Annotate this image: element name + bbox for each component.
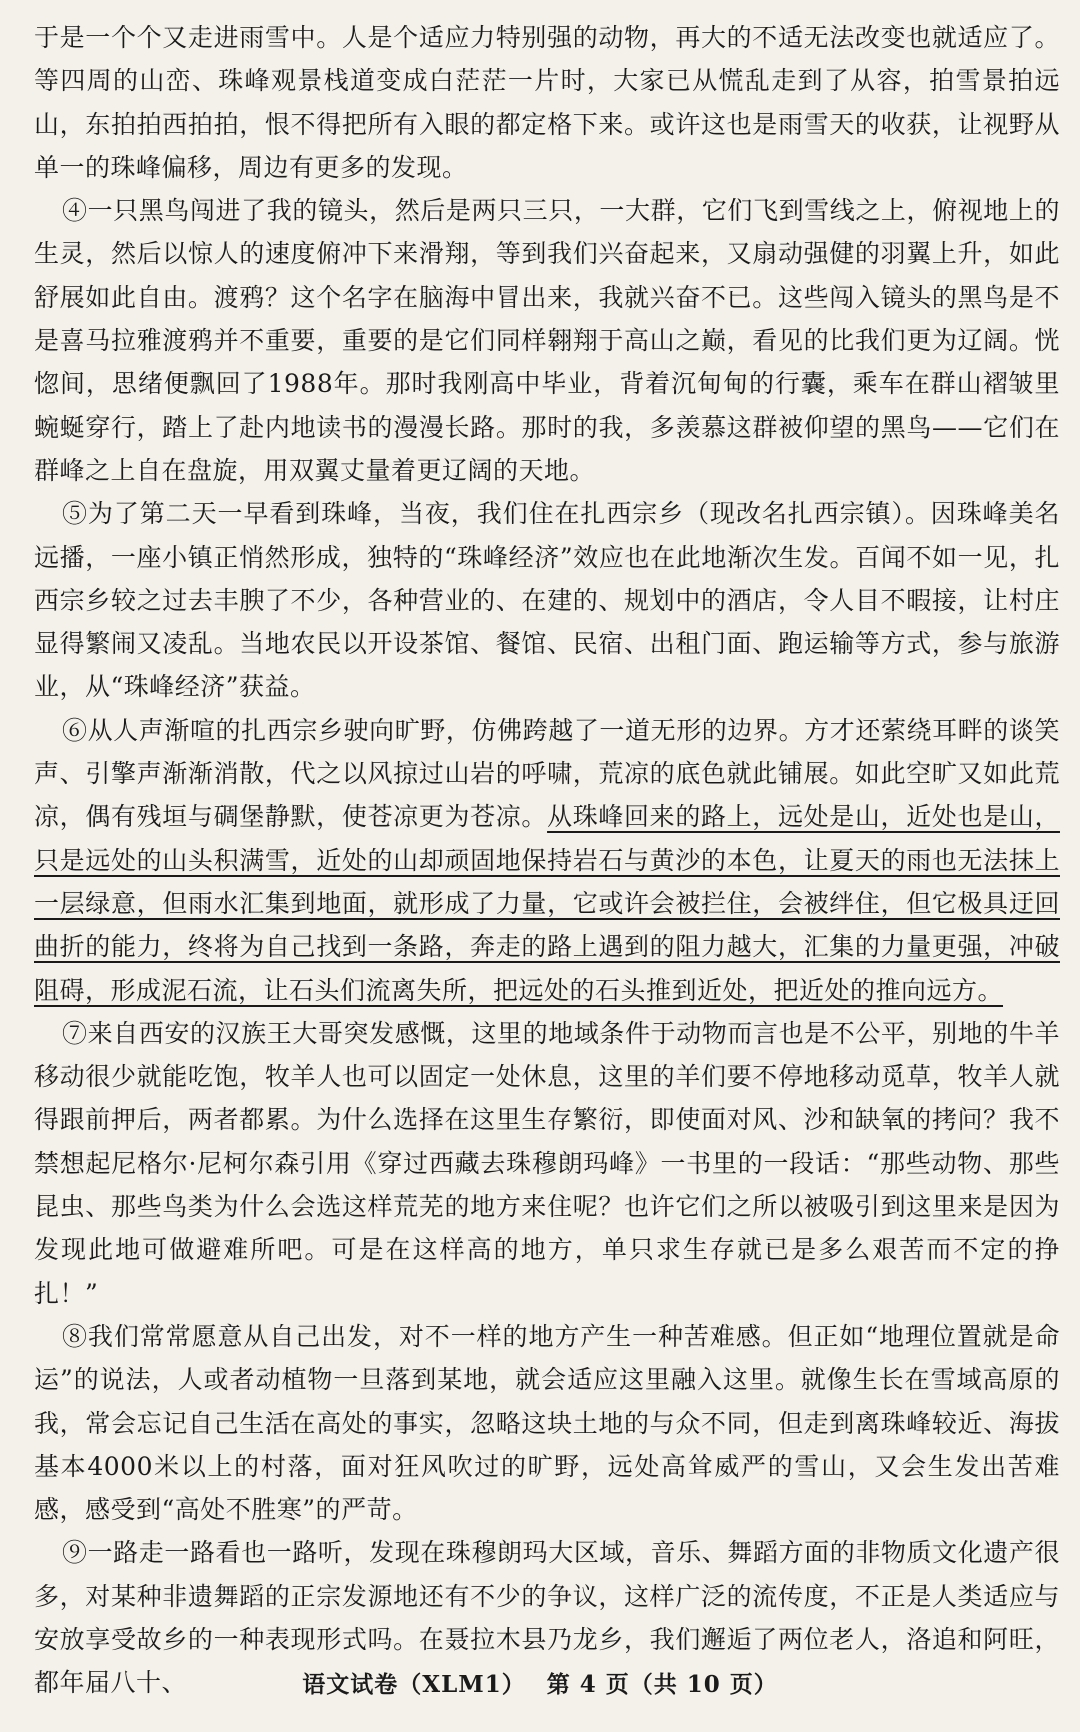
paragraph-3-continued: 于是一个个又走进雨雪中。人是个适应力特别强的动物，再大的不适无法改变也就适应了。等四周的山峦、珠峰观景栈道变成白茫茫一片时，大家已从慌乱走到了从容，拍雪景拍远山，东拍拍西拍拍，恨不得把所有入眼的都定格下来。或许这也是雨雪天的收获，让视野从单一的珠峰偏移，周边有更多的发现。: [34, 23, 1060, 182]
paragraph-4: ④一只黑鸟闯进了我的镜头，然后是两只三只，一大群，它们飞到雪线之上，俯视地上的生灵，然后以惊人的速度俯冲下来滑翔，等到我们兴奋起来，又扇动强健的羽翼上升，如此舒展如此自由。渡鸦？这个名字在脑海中冒出来，我就兴奋不已。这些闯入镜头的黑鸟是不是喜马拉雅渡鸦并不重要，重要的是它们同样翱翔于高山之巅，看见的比我们更为辽阔。恍惚间，思绪便飘回了1988年。那时我刚高中毕业，背着沉甸甸的行囊，乘车在群山褶皱里蜿蜒穿行，踏上了赴内地读书的漫漫长路。那时的我，多羡慕这群被仰望的黑鸟——它们在群峰之上自在盘旋，用双翼丈量着更辽阔的天地。: [34, 196, 1060, 485]
paragraph-5: ⑤为了第二天一早看到珠峰，当夜，我们住在扎西宗乡（现改名扎西宗镇）。因珠峰美名远播，一座小镇正悄然形成，独特的“珠峰经济”效应也在此地渐次生发。百闻不如一见，扎西宗乡较之过去丰腴了不少，各种营业的、在建的、规划中的酒店，令人目不暇接，让村庄显得繁闹又凌乱。当地农民以开设茶馆、餐馆、民宿、出租门面、跑运输等方式，参与旅游业，从“珠峰经济”获益。: [34, 499, 1060, 702]
page-footer: [0, 1666, 1080, 1699]
underlined-passage: 从珠峰回来的路上，远处是山，近处也是山，只是远处的山头积满雪，近处的山却顽固地保持岩石与黄沙的本色，让夏天的雨也无法抹上一层绿意，但雨水汇集到地面，就形成了力量，它或许会被拦住，会被绊住，但它极具迂回曲折的能力，终将为自己找到一条路，奔走的路上遇到的阻力越大，汇集的力量更强，冲破阻碍，形成泥石流，让石头们流离失所，把远处的石头推到近处，把近处的推向远方。: [34, 802, 1060, 1005]
paragraph-6-text: ⑥从人声渐喧的扎西宗乡驶向旷野，仿佛跨越了一道无形的边界。方才还萦绕耳畔的谈笑声、引擎声渐渐消散，代之以风掠过山岩的呼啸，荒凉的底色就此铺展。如此空旷又如此荒凉，偶有残垣与碉堡静默，使苍凉更为苍凉。: [34, 715, 1060, 832]
paragraph-7: ⑦来自西安的汉族王大哥突发感慨，这里的地域条件于动物而言也是不公平，别地的牛羊移动很少就能吃饱，牧羊人也可以固定一处休息，这里的羊们要不停地移动觅草，牧羊人就得跟前押后，两者都累。为什么选择在这里生存繁衍，即使面对风、沙和缺氧的拷问？我不禁想起尼格尔·尼柯尔森引用《穿过西藏去珠穆朗玛峰》一书里的一段话：“那些动物、那些昆虫、那些鸟类为什么会选这样荒芜的地方来住呢？也许它们之所以被吸引到这里来是因为发现此地可做避难所吧。可是在这样高的地方，单只求生存就已是多么艰苦而不定的挣扎！”: [34, 1018, 1060, 1308]
paragraph-6: [34, 709, 1060, 1012]
page-number: 第 4 页（共 10 页）: [546, 1671, 778, 1698]
exam-title: 语文试卷（XLM1）: [302, 1671, 526, 1698]
paragraph-8: ⑧我们常常愿意从自己出发，对不一样的地方产生一种苦难感。但正如“地理位置就是命运”的说法，人或者动植物一旦落到某地，就会适应这里融入这里。就像生长在雪域高原的我，常会忘记自己生活在高处的事实，忽略这块土地的与众不同，但走到离珠峰较近、海拔基本4000米以上的村落，面对狂风吹过的旷野，远处高耸威严的雪山，又会生发出苦难感，感受到“高处不胜寒”的严苛。: [34, 1321, 1060, 1525]
paragraph-9: ⑨一路走一路看也一路听，发现在珠穆朗玛大区域，音乐、舞蹈方面的非物质文化遗产很多，对某种非遗舞蹈的正宗发源地还有不少的争议，这样广泛的流传度，不正是人类适应与安放享受故乡的一种表现形式吗。在聂拉木县乃龙乡，我们邂逅了两位老人，洛追和阿旺，都年届八十、: [34, 1538, 1060, 1698]
